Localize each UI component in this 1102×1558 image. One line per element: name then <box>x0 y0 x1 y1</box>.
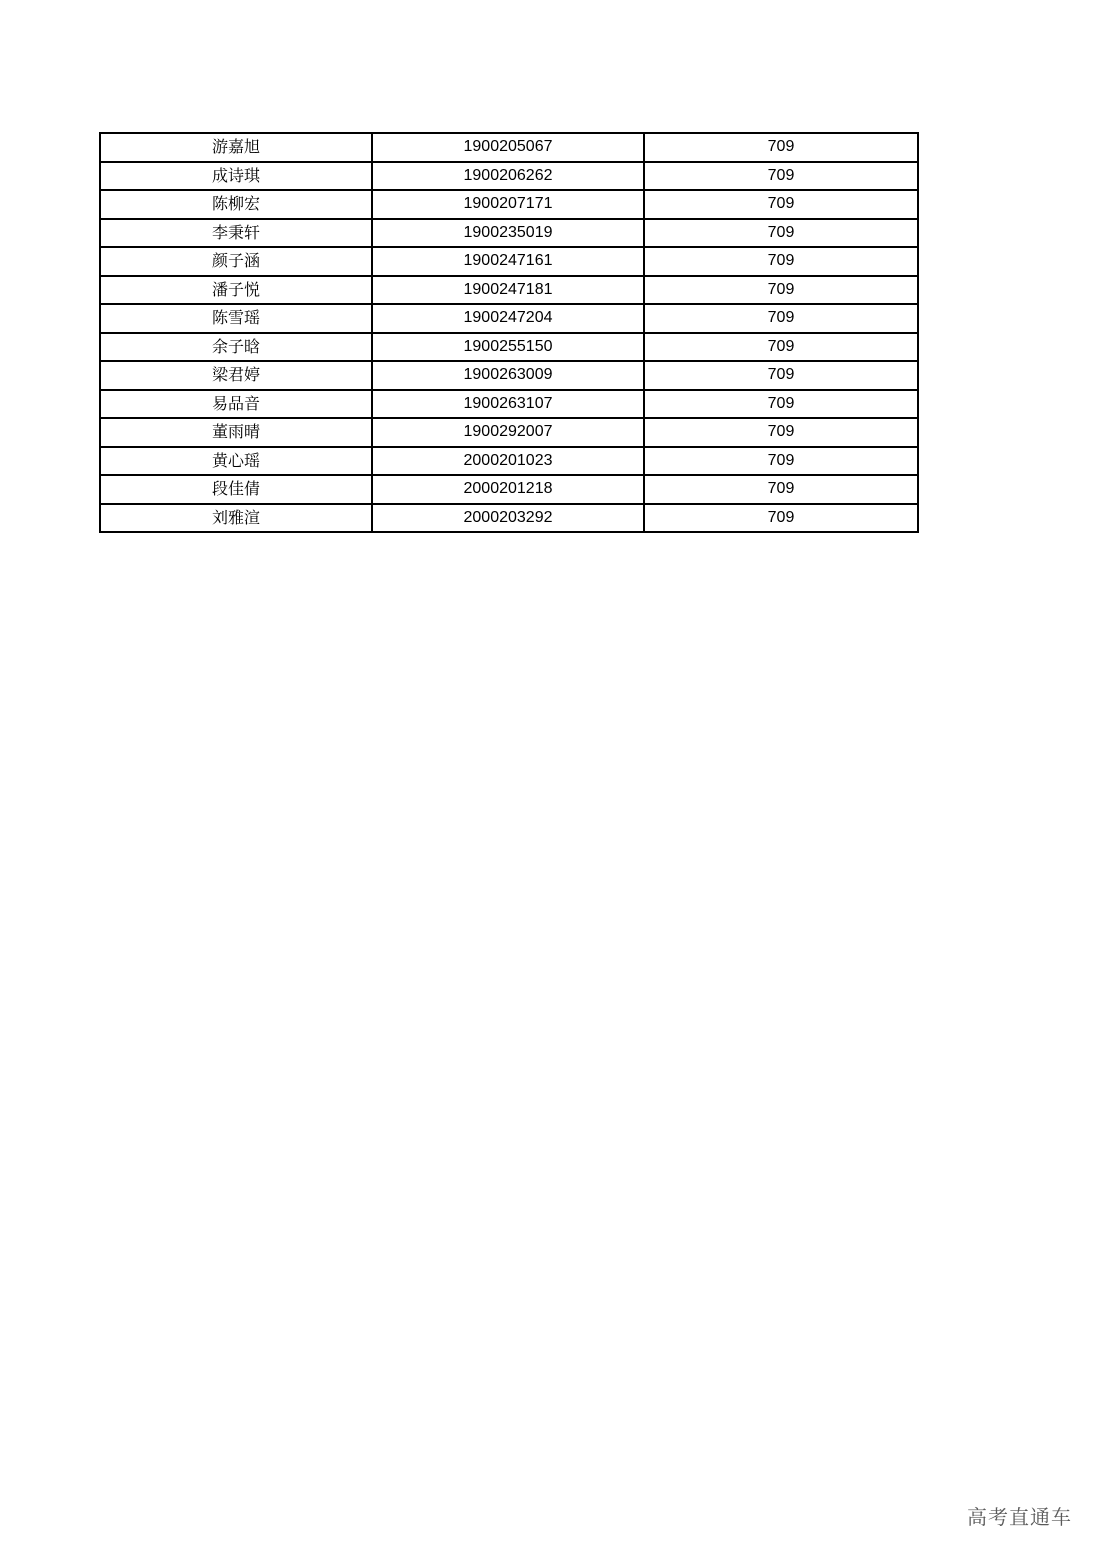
student-id-cell: 1900292007 <box>372 418 644 447</box>
student-name-cell: 段佳倩 <box>100 475 372 504</box>
score-cell: 709 <box>644 133 918 162</box>
table-row <box>100 361 918 390</box>
table-row <box>100 162 918 191</box>
score-cell: 709 <box>644 447 918 476</box>
student-id-cell: 1900247181 <box>372 276 644 305</box>
table-row <box>100 418 918 447</box>
student-id-cell: 1900247161 <box>372 247 644 276</box>
table-row <box>100 247 918 276</box>
table-row <box>100 333 918 362</box>
table-row <box>100 504 918 533</box>
table-row <box>100 276 918 305</box>
table-row <box>100 390 918 419</box>
student-id-cell: 2000201023 <box>372 447 644 476</box>
table-row <box>100 219 918 248</box>
student-name-cell: 成诗琪 <box>100 162 372 191</box>
score-cell: 709 <box>644 247 918 276</box>
score-cell: 709 <box>644 390 918 419</box>
student-id-cell: 1900235019 <box>372 219 644 248</box>
score-cell: 709 <box>644 219 918 248</box>
student-name-cell: 黄心瑶 <box>100 447 372 476</box>
student-name-cell: 梁君婷 <box>100 361 372 390</box>
student-id-cell: 1900255150 <box>372 333 644 362</box>
student-name-cell: 颜子涵 <box>100 247 372 276</box>
score-cell: 709 <box>644 361 918 390</box>
student-id-cell: 1900263009 <box>372 361 644 390</box>
score-cell: 709 <box>644 190 918 219</box>
score-cell: 709 <box>644 276 918 305</box>
student-id-cell: 2000203292 <box>372 504 644 533</box>
student-name-cell: 余子晗 <box>100 333 372 362</box>
student-name-cell: 潘子悦 <box>100 276 372 305</box>
table-row <box>100 190 918 219</box>
student-id-cell: 2000201218 <box>372 475 644 504</box>
table-row <box>100 133 918 162</box>
table-row <box>100 447 918 476</box>
student-name-cell: 刘雅渲 <box>100 504 372 533</box>
student-name-cell: 李秉轩 <box>100 219 372 248</box>
table-body <box>100 133 918 532</box>
score-cell: 709 <box>644 504 918 533</box>
student-name-cell: 游嘉旭 <box>100 133 372 162</box>
student-id-cell: 1900206262 <box>372 162 644 191</box>
student-id-cell: 1900263107 <box>372 390 644 419</box>
score-cell: 709 <box>644 333 918 362</box>
score-cell: 709 <box>644 304 918 333</box>
student-name-cell: 易品音 <box>100 390 372 419</box>
table-row <box>100 475 918 504</box>
student-name-cell: 陈雪瑶 <box>100 304 372 333</box>
student-name-cell: 董雨晴 <box>100 418 372 447</box>
student-id-cell: 1900207171 <box>372 190 644 219</box>
score-cell: 709 <box>644 418 918 447</box>
student-id-cell: 1900247204 <box>372 304 644 333</box>
table-row <box>100 304 918 333</box>
score-cell: 709 <box>644 162 918 191</box>
student-name-cell: 陈柳宏 <box>100 190 372 219</box>
student-score-table <box>99 132 919 533</box>
watermark-text: 高考直通车 <box>967 1505 1072 1529</box>
score-cell: 709 <box>644 475 918 504</box>
student-id-cell: 1900205067 <box>372 133 644 162</box>
